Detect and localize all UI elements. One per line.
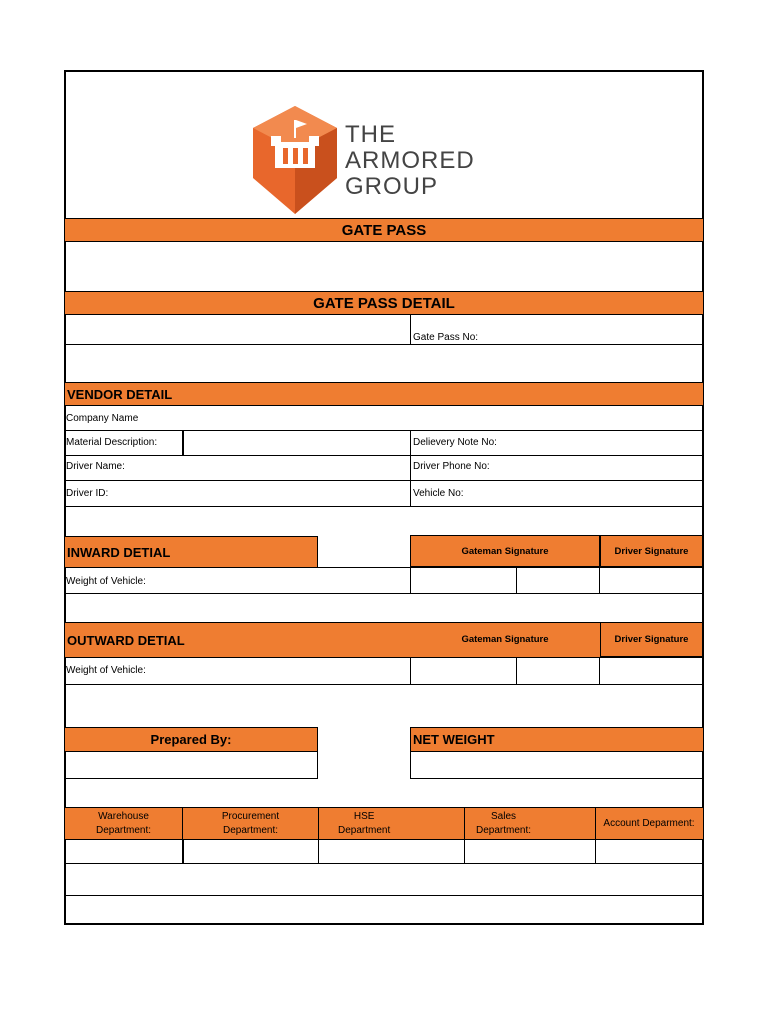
vehicle-no-label: Vehicle No: <box>413 488 464 499</box>
sales-dept-line1: Sales <box>491 810 517 822</box>
procurement-department-label <box>183 808 318 839</box>
hse-dept-line1: HSE <box>353 810 375 822</box>
gate-pass-title: GATE PASS <box>341 221 427 239</box>
driver-phone-label: Driver Phone No: <box>413 461 490 472</box>
hse-dept-line2: Department <box>338 824 391 836</box>
vendor-detail-title: VENDOR DETAIL <box>67 386 173 402</box>
company-name-label: Company Name <box>66 413 139 424</box>
gate-pass-detail-header <box>65 291 703 315</box>
driver-signature-inward-label: Driver Signature <box>614 545 689 557</box>
net-weight-header <box>410 727 703 752</box>
account-department-label <box>595 808 703 839</box>
procurement-sign-field[interactable] <box>184 841 318 863</box>
prepared-by-field[interactable] <box>65 752 318 779</box>
warehouse-sign-field[interactable] <box>65 841 182 863</box>
logo-line-2: ARMORED <box>345 147 475 174</box>
account-dept-line1: Account Deparment: <box>603 817 695 829</box>
inward-driver-sign-field[interactable] <box>600 568 703 593</box>
gateman-signature-inward-label: Gateman Signature <box>461 545 549 557</box>
company-logo <box>253 106 487 214</box>
net-weight-field[interactable] <box>410 752 703 779</box>
prepared-by-header <box>65 727 318 752</box>
driver-signature-inward <box>600 535 703 567</box>
outward-driver-sign-field[interactable] <box>600 658 703 684</box>
inward-detail-header <box>65 536 318 568</box>
driver-signature-outward <box>600 622 703 657</box>
bottom-remarks-row-1[interactable] <box>65 864 703 895</box>
gate-pass-detail-title: GATE PASS DETAIL <box>313 294 455 312</box>
material-description-field[interactable] <box>184 431 410 455</box>
logo-wordmark <box>345 122 475 200</box>
warehouse-department-label <box>65 808 182 839</box>
prepared-by-title: Prepared By: <box>150 732 232 747</box>
warehouse-dept-line2: Department: <box>95 824 152 836</box>
driver-name-label: Driver Name: <box>66 461 125 472</box>
net-weight-title: NET WEIGHT <box>413 732 495 747</box>
hse-department-label <box>318 808 464 839</box>
sales-dept-line2: Department: <box>476 824 532 836</box>
inward-detail-title: INWARD DETIAL <box>67 545 171 560</box>
logo-line-3: GROUP <box>345 173 439 200</box>
gate-pass-no-field[interactable] <box>66 316 409 344</box>
delivery-note-label: Delievery Note No: <box>413 437 497 448</box>
driver-signature-outward-label: Driver Signature <box>614 634 689 645</box>
outward-detail-title: OUTWARD DETIAL <box>67 632 185 648</box>
sales-department-label <box>464 808 595 839</box>
inward-weight-label: Weight of Vehicle: <box>66 576 146 587</box>
logo-line-1: THE <box>345 121 396 148</box>
inward-gateman-sign-field[interactable] <box>411 568 516 593</box>
sales-sign-field[interactable] <box>465 841 595 863</box>
armored-shield-icon <box>253 106 337 214</box>
warehouse-dept-line1: Warehouse <box>98 810 149 822</box>
outward-gateman-sign-field[interactable] <box>411 658 516 684</box>
bottom-remarks-row-2[interactable] <box>65 896 703 924</box>
vendor-detail-header <box>65 382 703 406</box>
gate-pass-header <box>65 218 703 242</box>
outward-weight-label: Weight of Vehicle: <box>66 665 146 676</box>
gate-pass-no-label: Gate Pass No: <box>413 332 479 343</box>
account-sign-field[interactable] <box>596 841 703 863</box>
gateman-signature-inward <box>410 535 600 567</box>
driver-id-label: Driver ID: <box>66 488 109 499</box>
procurement-dept-line1: Procurement <box>221 810 280 822</box>
procurement-dept-line2: Department: <box>222 824 279 836</box>
material-description-label: Material Description: <box>66 437 158 448</box>
gateman-signature-outward: Gateman Signature <box>461 633 549 645</box>
hse-sign-field[interactable] <box>319 841 464 863</box>
